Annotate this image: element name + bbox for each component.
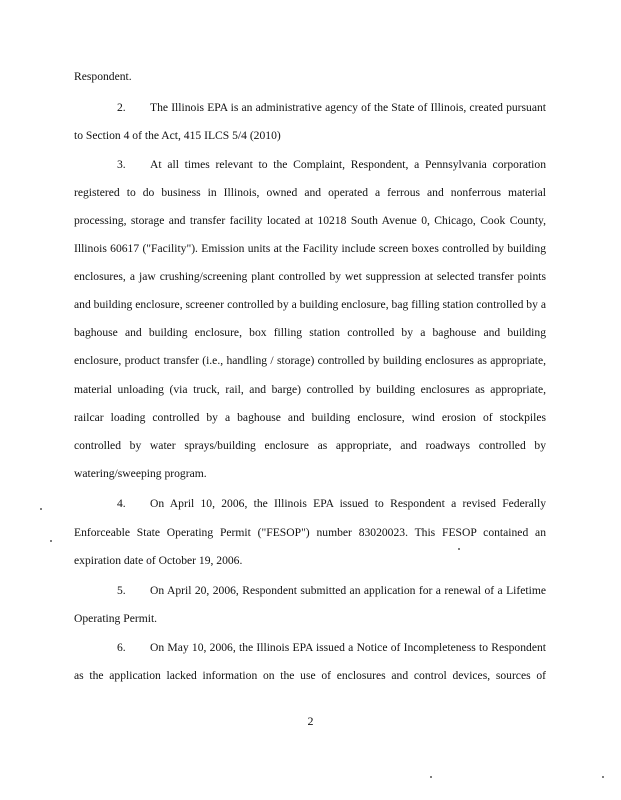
paragraph-3-line-10: railcar loading controlled by a baghouse and building enclosure, wind erosion of stockpiles (74, 411, 546, 424)
paragraph-number-2: 2. (117, 101, 126, 114)
paragraph-3-line-9: material unloading (via truck, rail, and barge) controlled by building enclosures as appropriate, (74, 383, 546, 396)
paragraph-2-line-1: The Illinois EPA is an administrative agency of the State of Illinois, created pursuant (150, 101, 546, 114)
paragraph-3-line-2: registered to do business in Illinois, owned and operated a ferrous and nonferrous material (74, 186, 546, 199)
paragraph-6-line-1: On May 10, 2006, the Illinois EPA issued a Notice of Incompleteness to Respondent (150, 641, 546, 654)
paragraph-6-line-2: as the application lacked information on the use of enclosures and control devices, sources of (74, 669, 546, 682)
page-number: 2 (307, 714, 314, 728)
scan-speck (40, 508, 42, 510)
paragraph-2-line-2: to Section 4 of the Act, 415 ILCS 5/4 (2010) (74, 129, 281, 142)
opening-fragment: Respondent. (74, 70, 132, 83)
paragraph-4-line-2: Enforceable State Operating Permit ("FESOP") number 83020023. This FESOP contained an (74, 526, 546, 539)
paragraph-number-4: 4. (117, 497, 126, 510)
paragraph-4-line-1: On April 10, 2006, the Illinois EPA issued to Respondent a revised Federally (150, 497, 546, 510)
paragraph-3-line-5: enclosures, a jaw crushing/screening plant controlled by wet suppression at selected transfer points (74, 270, 546, 283)
paragraph-3-line-7: baghouse and building enclosure, box filling station controlled by a baghouse and building (74, 326, 546, 339)
paragraph-5-line-2: Operating Permit. (74, 612, 158, 625)
scan-speck (50, 540, 52, 542)
paragraph-3-line-11: controlled by water sprays/building enclosure as appropriate, and roadways controlled by (74, 439, 546, 452)
paragraph-4-line-3: expiration date of October 19, 2006. (74, 554, 243, 567)
paragraph-3-line-1: At all times relevant to the Complaint, Respondent, a Pennsylvania corporation (150, 158, 546, 171)
scan-speck (430, 776, 432, 778)
paragraph-3-line-3: processing, storage and transfer facility located at 10218 South Avenue 0, Chicago, Cook County, (74, 214, 546, 227)
paragraph-3-line-8: enclosure, product transfer (i.e., handling / storage) controlled by building enclosures as appropriate, (74, 354, 546, 367)
paragraph-number-3: 3. (117, 158, 126, 171)
paragraph-5-line-1: On April 20, 2006, Respondent submitted an application for a renewal of a Lifetime (150, 584, 546, 597)
scan-speck (458, 548, 460, 550)
paragraph-3-line-4: Illinois 60617 ("Facility"). Emission units at the Facility include screen boxes controlled by building (74, 242, 546, 255)
paragraph-number-6: 6. (117, 641, 126, 654)
paragraph-number-5: 5. (117, 584, 126, 597)
paragraph-3-line-6: and building enclosure, screener controlled by a building enclosure, bag filling station controlled by a (74, 298, 546, 311)
paragraph-3-line-12: watering/sweeping program. (74, 467, 207, 480)
scan-speck (602, 776, 604, 778)
